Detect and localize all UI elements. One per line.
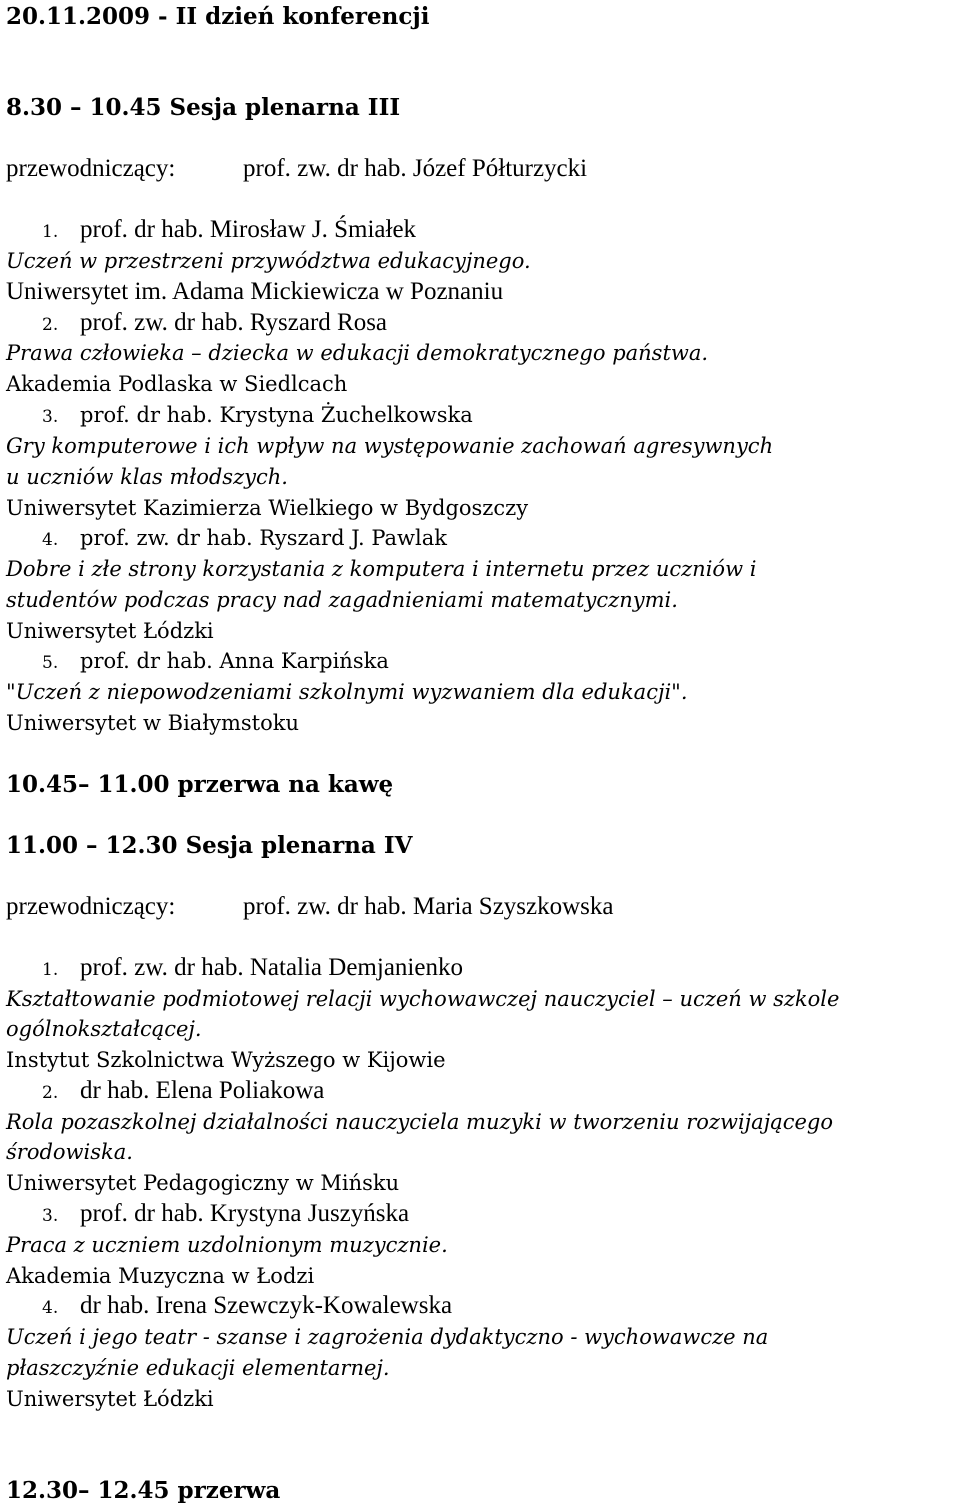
session4-talk4-institution: Uniwersytet Łódzki [6,1387,214,1411]
session3-talk4-institution: Uniwersytet Łódzki [6,619,214,643]
session3-talk3-institution: Uniwersytet Kazimierza Wielkiego w Bydgoszczy [6,496,529,520]
talk-number: 2. [42,315,59,335]
session3-talk4-speaker [6,523,447,555]
day-heading: 20.11.2009 - II dzień konferencji [6,3,430,30]
talk-number: 2. [42,1083,59,1103]
session4-talk2-speaker [6,1076,324,1108]
session3-talk2-institution: Akademia Podlaska w Siedlcach [6,372,348,396]
talk-number: 1. [42,960,59,980]
session4-talk4-title-line1: Uczeń i jego teatr - szanse i zagrożenia dydaktyczno - wychowawcze na [6,1325,769,1349]
session4-chair [6,892,614,922]
session3-talk1-institution: Uniwersytet im. Adama Mickiewicza w Poznaniu [6,278,504,305]
speaker-name: prof. dr hab. Mirosław J. Śmiałek [80,216,417,243]
session4-talk2-title-line1: Rola pozaszkolnej działalności nauczyciela muzyki w tworzeniu rozwijającego [6,1110,833,1134]
session4-talk4-title-line2: płaszczyźnie edukacji elementarnej. [6,1356,390,1380]
session4-talk2-title-line2: środowiska. [6,1140,133,1164]
session3-talk3-title-line1: Gry komputerowe i ich wpływ na występowanie zachowań agresywnych [6,434,774,458]
session3-talk3-title-line2: u uczniów klas młodszych. [6,465,288,489]
talk-number: 4. [42,530,59,550]
talk-number: 5. [42,653,59,673]
session4-talk1-speaker [6,953,463,985]
speaker-name: prof. dr hab. Krystyna Juszyńska [80,1200,410,1227]
session4-talk1-title-line2: ogólnokształcącej. [6,1017,202,1041]
session4-talk3-speaker [6,1199,409,1231]
session3-talk2-speaker [6,308,387,340]
chair-label: przewodniczący: [6,893,176,920]
session3-talk5-institution: Uniwersytet w Białymstoku [6,711,300,735]
speaker-name: dr hab. Irena Szewczyk-Kowalewska [80,1292,453,1319]
session3-heading: 8.30 – 10.45 Sesja plenarna III [6,94,401,121]
speaker-name: dr hab. Elena Poliakowa [80,1077,325,1104]
chair-label: przewodniczący: [6,155,176,182]
session3-talk3-speaker [6,400,473,432]
talk-number: 4. [42,1298,59,1318]
talk-number: 3. [42,407,59,427]
session4-talk1-title-line1: Kształtowanie podmiotowej relacji wychowawczej nauczyciel – uczeń w szkole [6,987,840,1011]
session3-talk4-title-line1: Dobre i złe strony korzystania z komputera i internetu przez uczniów i [6,557,757,581]
session4-talk2-institution: Uniwersytet Pedagogiczny w Mińsku [6,1171,400,1195]
session3-talk2-title: Prawa człowieka – dziecka w edukacji demokratycznego państwa. [6,341,709,365]
chair-name: prof. zw. dr hab. Józef Półturzycki [243,155,588,182]
chair-name: prof. zw. dr hab. Maria Szyszkowska [243,893,614,920]
session4-heading: 11.00 – 12.30 Sesja plenarna IV [6,832,413,859]
break: 12.30– 12.45 przerwa [6,1477,281,1504]
speaker-name: prof. dr hab. Krystyna Żuchelkowska [80,403,473,427]
session4-talk3-title: Praca z uczniem uzdolnionym muzycznie. [6,1233,448,1257]
talk-number: 1. [42,222,59,242]
speaker-name: prof. dr hab. Anna Karpińska [80,649,389,673]
session3-chair [6,154,587,184]
session3-talk5-title: "Uczeń z niepowodzeniami szkolnymi wyzwaniem dla edukacji". [6,680,688,704]
speaker-name: prof. zw. dr hab. Ryszard J. Pawlak [80,526,447,550]
session3-talk1-title: Uczeń w przestrzeni przywództwa edukacyjnego. [6,249,531,273]
speaker-name: prof. zw. dr hab. Natalia Demjanienko [80,954,463,981]
session3-talk1-speaker [6,215,416,247]
session4-talk4-speaker [6,1291,452,1323]
coffee-break: 10.45– 11.00 przerwa na kawę [6,771,394,798]
session3-talk4-title-line2: studentów podczas pracy nad zagadnieniami matematycznymi. [6,588,678,612]
session3-talk5-speaker [6,646,389,678]
session4-talk3-institution: Akademia Muzyczna w Łodzi [6,1264,315,1288]
session4-talk1-institution: Instytut Szkolnictwa Wyższego w Kijowie [6,1048,446,1072]
speaker-name: prof. zw. dr hab. Ryszard Rosa [80,309,388,336]
talk-number: 3. [42,1206,59,1226]
